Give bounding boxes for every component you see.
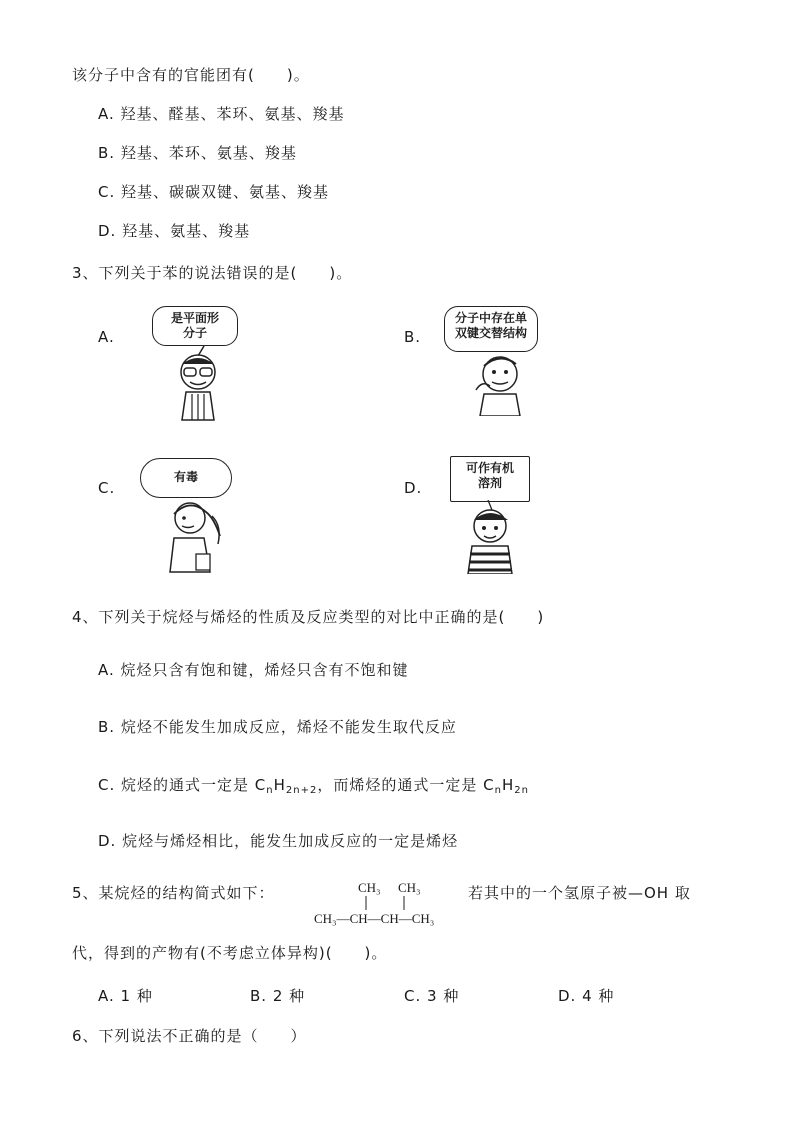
q3-stem: 3、下列关于苯的说法错误的是( )。	[72, 264, 353, 282]
q3-label-d[interactable]: D.	[404, 479, 423, 497]
q4-option-c-h2: H	[501, 776, 515, 794]
q2-option-c[interactable]: C. 羟基、碳碳双键、氨基、羧基	[98, 183, 330, 201]
q5-stem-line2: 代，得到的产物有(不考虑立体异构)( )。	[72, 944, 388, 962]
q4-stem: 4、下列关于烷烃与烯烃的性质及反应类型的对比中正确的是( )	[72, 608, 545, 626]
q3-bubble-c	[140, 458, 232, 498]
q4-option-c-mid: ，而烯烃的通式一定是 C	[317, 776, 495, 794]
q3-label-b[interactable]: B.	[404, 328, 422, 346]
q4-option-c-sub3: n	[494, 785, 502, 796]
q2-stem: 该分子中含有的官能团有( )。	[72, 66, 310, 84]
q4-option-c[interactable]	[98, 774, 529, 796]
q3-label-c[interactable]: C.	[98, 479, 116, 497]
q5-formula-ch3-top2: CH₃	[398, 880, 421, 895]
cartoon-student-d-icon	[458, 500, 522, 574]
cartoon-student-a-icon	[168, 344, 228, 422]
q5-stem-part2: 若其中的一个氢原子被—OH 取	[468, 884, 691, 902]
q5-option-d[interactable]: D. 4 种	[558, 987, 615, 1005]
q4-option-d[interactable]: D. 烷烃与烯烃相比，能发生加成反应的一定是烯烃	[98, 832, 459, 850]
cartoon-student-b-icon	[466, 350, 530, 416]
q4-option-c-pre: C. 烷烃的通式一定是 C	[98, 776, 267, 794]
q4-option-a[interactable]: A. 烷烃只含有饱和键，烯烃只含有不饱和键	[98, 661, 409, 679]
q6-stem: 6、下列说法不正确的是（ ）	[72, 1027, 307, 1045]
q3-bubble-a	[152, 306, 238, 346]
q3-bubble-c-text: 有毒	[173, 470, 198, 484]
q5-option-a[interactable]: A. 1 种	[98, 987, 153, 1005]
q5-formula-main: CH₃—CH—CH—CH₃	[314, 911, 435, 926]
q5-option-b[interactable]: B. 2 种	[250, 987, 306, 1005]
q3-label-a[interactable]: A.	[98, 328, 115, 346]
q2-option-a[interactable]: A. 羟基、醛基、苯环、氨基、羧基	[98, 105, 345, 123]
q3-bubble-d	[450, 456, 530, 502]
cartoon-student-c-icon	[162, 496, 228, 574]
q4-option-b[interactable]: B. 烷烃不能发生加成反应，烯烃不能发生取代反应	[98, 718, 457, 736]
q4-option-c-sub4: 2n	[514, 785, 529, 796]
q2-option-b[interactable]: B. 羟基、苯环、氨基、羧基	[98, 144, 297, 162]
q2-option-d[interactable]: D. 羟基、氨基、羧基	[98, 222, 251, 240]
q5-formula-bonds	[354, 896, 414, 912]
q4-option-c-sub1: n	[266, 785, 274, 796]
q5-option-c[interactable]: C. 3 种	[404, 987, 460, 1005]
q5-formula-ch3-top1: CH₃	[358, 880, 381, 895]
q3-bubble-a-text: 是平面形 分子	[170, 311, 219, 340]
q4-option-c-sub2: 2n+2	[285, 785, 318, 796]
q3-bubble-b	[444, 306, 538, 352]
q5-stem-part1: 5、某烷烃的结构简式如下：	[72, 884, 275, 902]
q3-bubble-d-text: 可作有机 溶剂	[465, 461, 514, 490]
q3-bubble-b-text: 分子中存在单 双键交替结构	[454, 311, 527, 340]
q4-option-c-h1: H	[273, 776, 286, 794]
